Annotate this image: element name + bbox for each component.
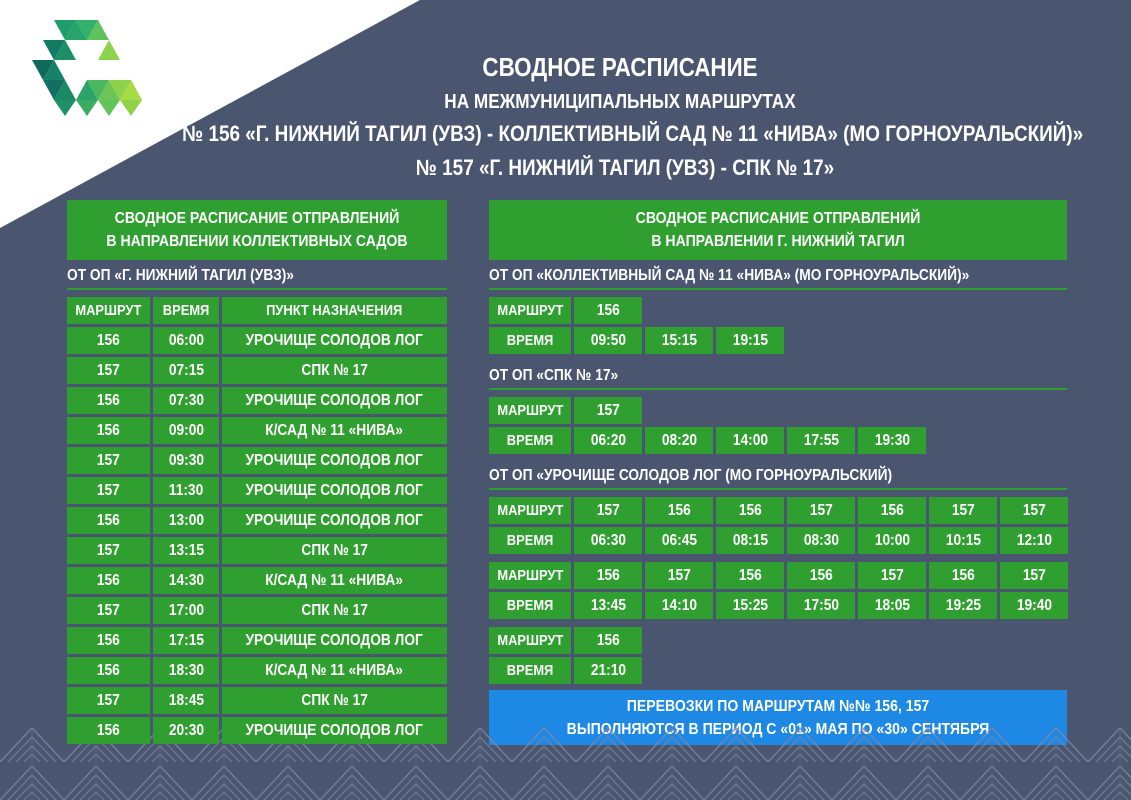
left-row-0-destination-cell: [222, 327, 447, 354]
title-line-2: НА МЕЖМУНИЦИПАЛЬНЫХ МАРШРУТАХ: [444, 91, 796, 113]
right-s2-b1-time-4-text: 18:05: [874, 597, 910, 614]
right-s2-b0-route-4-text: 156: [880, 502, 904, 519]
left-table-header-2: [222, 297, 447, 324]
left-row-11-destination-cell: [222, 657, 447, 684]
right-s2-b0-route-1-text: 156: [667, 502, 691, 519]
right-s2-b1-time-4: [858, 592, 926, 619]
right-s2-b0-route-6: [1000, 497, 1068, 524]
right-s2-b1-route-5: [929, 562, 997, 589]
left-row-12-destination-cell: [222, 687, 447, 714]
right-s2-b0-route-2-text: 156: [738, 502, 762, 519]
left-row-0-destination-cell-text: УРОЧИЩЕ СОЛОДОВ ЛОГ: [245, 332, 424, 349]
left-row-4-time-cell-text: 09:30: [168, 452, 204, 469]
left-row-5-destination-cell-text: УРОЧИЩЕ СОЛОДОВ ЛОГ: [245, 482, 424, 499]
right-stop-divider-0: [489, 288, 1067, 290]
left-row-13-route-cell: [67, 717, 150, 744]
left-row-1-time-cell-text: 07:15: [168, 362, 204, 379]
left-row-1-route-cell: [67, 357, 150, 384]
right-s2-b1-time-0-text: 13:45: [590, 597, 626, 614]
right-s2-b1-time-5: [929, 592, 997, 619]
left-row-3-destination-cell: [222, 417, 447, 444]
right-s1-b0-route-0-text: 157: [596, 402, 620, 419]
right-s0-b0-time-1-text: 15:15: [661, 332, 697, 349]
right-s2-b1-route-2-text: 156: [738, 567, 762, 584]
right-s2-b1-time-1-text: 14:10: [661, 597, 697, 614]
right-s2-b0-route-0-text: 157: [596, 502, 620, 519]
left-row-7-destination-cell: [222, 537, 447, 564]
left-row-12-time-cell: [153, 687, 219, 714]
right-stop-label-1: ОТ ОП «СПК № 17»: [489, 367, 619, 384]
left-row-4-route-cell-text: 157: [97, 452, 120, 469]
right-s2-b1-route-0: [574, 562, 642, 589]
right-s0-b0-time-1: [645, 327, 713, 354]
left-row-5-time-cell: [153, 477, 219, 504]
left-row-7-route-cell: [67, 537, 150, 564]
left-row-6-destination-cell: [222, 507, 447, 534]
left-row-3-time-cell: [153, 417, 219, 444]
left-row-0-time-cell-text: 06:00: [168, 332, 204, 349]
left-row-8-time-cell: [153, 567, 219, 594]
right-s2-b2-route-label: [489, 627, 571, 654]
right-s2-b1-time-2-text: 15:25: [732, 597, 768, 614]
left-row-7-time-cell: [153, 537, 219, 564]
left-row-4-destination-cell: [222, 447, 447, 474]
title-route-157: № 157 «Г. НИЖНИЙ ТАГИЛ (УВЗ) - СПК № 17»: [415, 155, 835, 180]
right-s0-b0-time-0-text: 09:50: [590, 332, 626, 349]
left-row-2-route-cell-text: 156: [97, 392, 120, 409]
right-s1-b0-time-0: [574, 427, 642, 454]
right-banner-line-2: В НАПРАВЛЕНИИ Г. НИЖНИЙ ТАГИЛ: [651, 233, 905, 250]
right-s1-b0-time-3: [787, 427, 855, 454]
right-s1-b0-time-4: [858, 427, 926, 454]
right-s2-b0-time-2: [716, 527, 784, 554]
left-row-1-route-cell-text: 157: [97, 362, 120, 379]
right-banner-line-1: СВОДНОЕ РАСПИСАНИЕ ОТПРАВЛЕНИЙ: [635, 210, 921, 227]
left-row-8-route-cell: [67, 567, 150, 594]
right-s2-b1-time-0: [574, 592, 642, 619]
left-table-header-2-text: ПУНКТ НАЗНАЧЕНИЯ: [266, 302, 403, 319]
right-s2-b1-route-label: [489, 562, 571, 589]
left-row-0-route-cell-text: 156: [97, 332, 120, 349]
right-s0-b0-time-0: [574, 327, 642, 354]
right-s2-b1-route-1-text: 157: [667, 567, 691, 584]
left-row-6-time-cell: [153, 507, 219, 534]
right-s2-b0-time-3-text: 08:30: [803, 532, 839, 549]
right-s2-b0-time-1-text: 06:45: [661, 532, 697, 549]
left-row-8-destination-cell-text: К/САД № 11 «НИВА»: [265, 572, 404, 589]
right-s2-b1-time-3: [787, 592, 855, 619]
right-s2-b1-route-5-text: 156: [951, 567, 975, 584]
left-row-12-route-cell-text: 157: [97, 692, 120, 709]
right-s2-b0-time-5-text: 10:15: [945, 532, 981, 549]
left-row-2-time-cell-text: 07:30: [168, 392, 204, 409]
left-row-9-destination-cell-text: СПК № 17: [301, 602, 368, 619]
left-row-3-route-cell: [67, 417, 150, 444]
left-row-0-time-cell: [153, 327, 219, 354]
left-row-4-route-cell: [67, 447, 150, 474]
right-s2-b1-time-6-text: 19:40: [1016, 597, 1052, 614]
left-row-13-time-cell: [153, 717, 219, 744]
left-row-3-destination-cell-text: К/САД № 11 «НИВА»: [265, 422, 404, 439]
right-s2-b0-route-3-text: 157: [809, 502, 833, 519]
left-row-8-route-cell-text: 156: [97, 572, 120, 589]
left-row-7-time-cell-text: 13:15: [168, 542, 204, 559]
left-banner-line-2: В НАПРАВЛЕНИИ КОЛЛЕКТИВНЫХ САДОВ: [106, 233, 408, 250]
right-s2-b1-time-5-text: 19:25: [945, 597, 981, 614]
right-s1-b0-time-3-text: 17:55: [803, 432, 839, 449]
right-s2-b2-time-label: [489, 657, 571, 684]
right-stop-divider-1: [489, 388, 1067, 390]
left-table-header-1-text: ВРЕМЯ: [162, 302, 210, 319]
left-row-10-route-cell-text: 156: [97, 632, 120, 649]
left-row-12-destination-cell-text: СПК № 17: [301, 692, 368, 709]
right-s2-b2-route-0: [574, 627, 642, 654]
right-s2-b0-route-label-text: МАРШРУТ: [497, 502, 563, 519]
right-s2-b1-time-label: [489, 592, 571, 619]
right-s2-b0-time-label-text: ВРЕМЯ: [506, 532, 554, 549]
right-s2-b2-route-0-text: 156: [596, 632, 620, 649]
right-s2-b2-time-label-text: ВРЕМЯ: [506, 662, 554, 679]
right-s2-b2-time-0-text: 21:10: [590, 662, 626, 679]
right-s1-b0-time-label-text: ВРЕМЯ: [506, 432, 554, 449]
left-row-4-time-cell: [153, 447, 219, 474]
right-s2-b0-time-3: [787, 527, 855, 554]
right-s2-b2-route-label-text: МАРШРУТ: [497, 632, 563, 649]
right-s2-b2-time-0: [574, 657, 642, 684]
right-s2-b1-route-3-text: 156: [809, 567, 833, 584]
left-row-11-route-cell: [67, 657, 150, 684]
right-s2-b0-time-4-text: 10:00: [874, 532, 910, 549]
right-s2-b1-route-4-text: 157: [880, 567, 904, 584]
right-s1-b0-time-2-text: 14:00: [732, 432, 768, 449]
right-s2-b1-route-6: [1000, 562, 1068, 589]
title-route-156: № 156 «Г. НИЖНИЙ ТАГИЛ (УВЗ) - КОЛЛЕКТИВНЫЙ САД № 11 «НИВА» (МО ГОРНОУРАЛЬСКИЙ)»: [182, 121, 1084, 146]
left-row-5-destination-cell: [222, 477, 447, 504]
right-s1-b0-time-1-text: 08:20: [661, 432, 697, 449]
right-s2-b0-route-5: [929, 497, 997, 524]
right-s2-b1-time-1: [645, 592, 713, 619]
logo-icon: [14, 18, 150, 118]
right-s2-b1-route-3: [787, 562, 855, 589]
right-s2-b0-time-0: [574, 527, 642, 554]
right-s2-b0-route-5-text: 157: [951, 502, 975, 519]
right-s1-b0-time-0-text: 06:20: [590, 432, 626, 449]
right-s1-b0-route-label-text: МАРШРУТ: [497, 402, 563, 419]
right-s2-b0-time-4: [858, 527, 926, 554]
right-s2-b0-route-4: [858, 497, 926, 524]
right-s2-b0-route-3: [787, 497, 855, 524]
left-row-8-destination-cell: [222, 567, 447, 594]
right-s0-b0-time-label-text: ВРЕМЯ: [506, 332, 554, 349]
right-s0-b0-route-0-text: 156: [596, 302, 620, 319]
right-s0-b0-route-0: [574, 297, 642, 324]
left-row-1-time-cell: [153, 357, 219, 384]
left-row-6-time-cell-text: 13:00: [168, 512, 204, 529]
right-s0-b0-time-2: [716, 327, 784, 354]
right-s1-b0-route-0: [574, 397, 642, 424]
right-s2-b0-time-5: [929, 527, 997, 554]
left-row-10-destination-cell: [222, 627, 447, 654]
right-s2-b0-route-6-text: 157: [1022, 502, 1046, 519]
right-s1-b0-time-1: [645, 427, 713, 454]
left-row-3-time-cell-text: 09:00: [168, 422, 204, 439]
right-s2-b0-time-0-text: 06:30: [590, 532, 626, 549]
left-row-0-route-cell: [67, 327, 150, 354]
left-row-7-route-cell-text: 157: [97, 542, 120, 559]
right-s1-b0-route-label: [489, 397, 571, 424]
left-table-header-0: [67, 297, 150, 324]
left-row-6-route-cell-text: 156: [97, 512, 120, 529]
right-stop-label-2: ОТ ОП «УРОЧИЩЕ СОЛОДОВ ЛОГ (МО ГОРНОУРАЛЬСКИЙ): [489, 467, 893, 484]
left-row-13-destination-cell-text: УРОЧИЩЕ СОЛОДОВ ЛОГ: [245, 722, 424, 739]
right-s2-b1-route-2: [716, 562, 784, 589]
left-row-4-destination-cell-text: УРОЧИЩЕ СОЛОДОВ ЛОГ: [245, 452, 424, 469]
left-row-9-time-cell-text: 17:00: [168, 602, 204, 619]
left-row-9-route-cell: [67, 597, 150, 624]
left-row-5-route-cell: [67, 477, 150, 504]
left-row-11-destination-cell-text: К/САД № 11 «НИВА»: [265, 662, 404, 679]
right-stop-label-0: ОТ ОП «КОЛЛЕКТИВНЫЙ САД № 11 «НИВА» (МО ГОРНОУРАЛЬСКИЙ)»: [489, 267, 970, 284]
right-s1-b0-time-label: [489, 427, 571, 454]
left-row-13-time-cell-text: 20:30: [168, 722, 204, 739]
left-row-2-destination-cell: [222, 387, 447, 414]
right-s0-b0-route-label: [489, 297, 571, 324]
left-row-10-time-cell-text: 17:15: [168, 632, 204, 649]
left-row-5-time-cell-text: 11:30: [168, 482, 204, 499]
right-s1-b0-time-4-text: 19:30: [874, 432, 910, 449]
right-s2-b0-time-1: [645, 527, 713, 554]
right-s1-b0-time-2: [716, 427, 784, 454]
left-row-13-route-cell-text: 156: [97, 722, 120, 739]
title-line-1: СВОДНОЕ РАСПИСАНИЕ: [482, 52, 758, 82]
right-s2-b0-route-label: [489, 497, 571, 524]
right-s2-b0-route-2: [716, 497, 784, 524]
right-s2-b1-route-0-text: 156: [596, 567, 620, 584]
left-row-6-destination-cell-text: УРОЧИЩЕ СОЛОДОВ ЛОГ: [245, 512, 424, 529]
left-row-5-route-cell-text: 157: [97, 482, 120, 499]
right-s2-b0-route-1: [645, 497, 713, 524]
right-section-banner: [489, 200, 1067, 260]
left-row-1-destination-cell-text: СПК № 17: [301, 362, 368, 379]
right-s0-b0-time-2-text: 19:15: [732, 332, 768, 349]
left-row-11-route-cell-text: 156: [97, 662, 120, 679]
right-s2-b1-route-6-text: 157: [1022, 567, 1046, 584]
left-row-3-route-cell-text: 156: [97, 422, 120, 439]
left-table-header-0-text: МАРШРУТ: [75, 302, 142, 319]
left-row-9-time-cell: [153, 597, 219, 624]
left-row-1-destination-cell: [222, 357, 447, 384]
left-section-banner: [67, 200, 447, 260]
left-row-6-route-cell: [67, 507, 150, 534]
left-row-9-route-cell-text: 157: [97, 602, 120, 619]
right-s0-b0-route-label-text: МАРШРУТ: [497, 302, 563, 319]
left-row-2-time-cell: [153, 387, 219, 414]
left-row-7-destination-cell-text: СПК № 17: [301, 542, 368, 559]
notice-line-1: ПЕРЕВОЗКИ ПО МАРШРУТАМ №№ 156, 157: [626, 698, 930, 715]
left-row-8-time-cell-text: 14:30: [168, 572, 204, 589]
left-stop-divider: [67, 288, 447, 290]
right-s2-b1-time-3-text: 17:50: [803, 597, 839, 614]
left-row-10-destination-cell-text: УРОЧИЩЕ СОЛОДОВ ЛОГ: [245, 632, 424, 649]
right-s2-b1-route-1: [645, 562, 713, 589]
left-row-13-destination-cell: [222, 717, 447, 744]
left-banner-line-1: СВОДНОЕ РАСПИСАНИЕ ОТПРАВЛЕНИЙ: [114, 210, 400, 227]
left-row-2-destination-cell-text: УРОЧИЩЕ СОЛОДОВ ЛОГ: [245, 392, 424, 409]
left-row-9-destination-cell: [222, 597, 447, 624]
left-row-11-time-cell-text: 18:30: [168, 662, 204, 679]
left-table-header-1: [153, 297, 219, 324]
left-row-12-route-cell: [67, 687, 150, 714]
right-s2-b1-route-label-text: МАРШРУТ: [497, 567, 563, 584]
right-stop-divider-2: [489, 488, 1067, 490]
left-row-2-route-cell: [67, 387, 150, 414]
left-stop-label: ОТ ОП «Г. НИЖНИЙ ТАГИЛ (УВЗ)»: [67, 267, 294, 284]
left-row-10-route-cell: [67, 627, 150, 654]
right-s2-b1-time-6: [1000, 592, 1068, 619]
left-row-10-time-cell: [153, 627, 219, 654]
right-s0-b0-time-label: [489, 327, 571, 354]
left-row-11-time-cell: [153, 657, 219, 684]
right-s2-b1-time-label-text: ВРЕМЯ: [506, 597, 554, 614]
right-s2-b1-time-2: [716, 592, 784, 619]
right-s2-b0-route-0: [574, 497, 642, 524]
right-s2-b0-time-2-text: 08:15: [732, 532, 768, 549]
right-s2-b0-time-6: [1000, 527, 1068, 554]
right-s2-b1-route-4: [858, 562, 926, 589]
right-s2-b0-time-6-text: 12:10: [1016, 532, 1052, 549]
right-s2-b0-time-label: [489, 527, 571, 554]
left-row-12-time-cell-text: 18:45: [168, 692, 204, 709]
